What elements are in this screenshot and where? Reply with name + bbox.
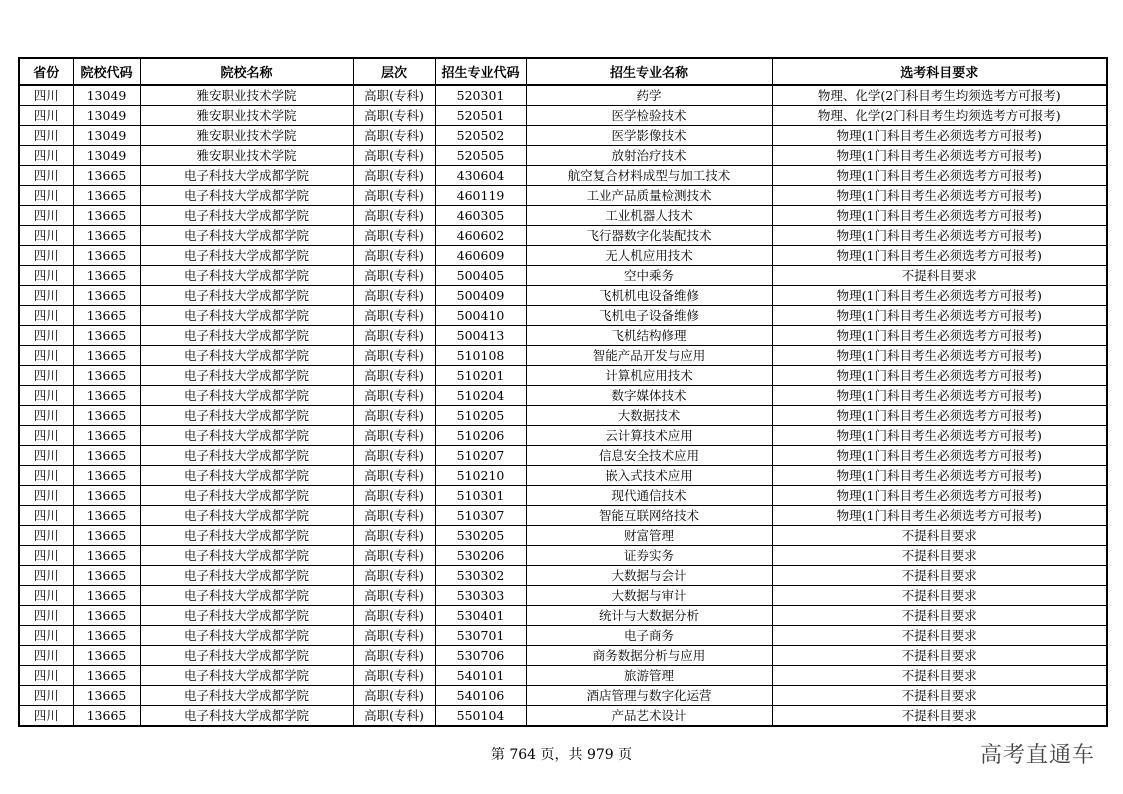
table-cell: 电子科技大学成都学院 — [140, 366, 353, 386]
table-cell: 四川 — [19, 486, 73, 506]
table-cell: 飞机结构修理 — [526, 326, 772, 346]
table-cell: 产品艺术设计 — [526, 706, 772, 727]
table-row — [19, 166, 1107, 186]
table-cell: 不提科目要求 — [772, 266, 1107, 286]
table-cell: 四川 — [19, 506, 73, 526]
table-cell: 电子科技大学成都学院 — [140, 446, 353, 466]
table-cell: 物理(1门科目考生必须选考方可报考) — [772, 306, 1107, 326]
table-cell: 不提科目要求 — [772, 626, 1107, 646]
table-row — [19, 126, 1107, 146]
table-cell: 530302 — [435, 566, 526, 586]
table-row — [19, 286, 1107, 306]
table-cell: 电子科技大学成都学院 — [140, 286, 353, 306]
table-cell: 四川 — [19, 146, 73, 166]
table-cell: 电子科技大学成都学院 — [140, 226, 353, 246]
table-cell: 高职(专科) — [353, 426, 435, 446]
table-cell: 高职(专科) — [353, 566, 435, 586]
table-row — [19, 306, 1107, 326]
table-cell: 四川 — [19, 546, 73, 566]
column-header: 招生专业代码 — [435, 58, 526, 85]
table-row — [19, 546, 1107, 566]
table-cell: 电子科技大学成都学院 — [140, 626, 353, 646]
table-row — [19, 526, 1107, 546]
table-cell: 无人机应用技术 — [526, 246, 772, 266]
table-cell: 13665 — [73, 326, 140, 346]
table-cell: 不提科目要求 — [772, 686, 1107, 706]
table-cell: 四川 — [19, 106, 73, 126]
table-cell: 雅安职业技术学院 — [140, 146, 353, 166]
table-cell: 工业机器人技术 — [526, 206, 772, 226]
table-cell: 电子商务 — [526, 626, 772, 646]
table-cell: 13665 — [73, 666, 140, 686]
table-row — [19, 626, 1107, 646]
column-header: 省份 — [19, 58, 73, 85]
table-cell: 物理(1门科目考生必须选考方可报考) — [772, 226, 1107, 246]
table-cell: 四川 — [19, 286, 73, 306]
table-row — [19, 506, 1107, 526]
table-row — [19, 606, 1107, 626]
table-cell: 雅安职业技术学院 — [140, 85, 353, 106]
table-cell: 四川 — [19, 586, 73, 606]
table-cell: 13665 — [73, 166, 140, 186]
table-cell: 高职(专科) — [353, 226, 435, 246]
table-cell: 530206 — [435, 546, 526, 566]
table-cell: 510201 — [435, 366, 526, 386]
table-cell: 高职(专科) — [353, 606, 435, 626]
table-cell: 智能互联网络技术 — [526, 506, 772, 526]
table-cell: 云计算技术应用 — [526, 426, 772, 446]
table-cell: 医学影像技术 — [526, 126, 772, 146]
table-cell: 13665 — [73, 446, 140, 466]
table-row — [19, 366, 1107, 386]
table-cell: 高职(专科) — [353, 486, 435, 506]
table-cell: 统计与大数据分析 — [526, 606, 772, 626]
table-cell: 高职(专科) — [353, 326, 435, 346]
watermark-logo: 高考直通车 — [979, 743, 1095, 768]
table-row — [19, 186, 1107, 206]
table-cell: 四川 — [19, 706, 73, 727]
table-cell: 物理(1门科目考生必须选考方可报考) — [772, 346, 1107, 366]
table-cell: 证券实务 — [526, 546, 772, 566]
table-cell: 智能产品开发与应用 — [526, 346, 772, 366]
table-row — [19, 326, 1107, 346]
table-row — [19, 446, 1107, 466]
table-cell: 物理(1门科目考生必须选考方可报考) — [772, 486, 1107, 506]
column-header: 层次 — [353, 58, 435, 85]
table-cell: 四川 — [19, 166, 73, 186]
table-cell: 物理(1门科目考生必须选考方可报考) — [772, 446, 1107, 466]
table-cell: 电子科技大学成都学院 — [140, 326, 353, 346]
table-cell: 550104 — [435, 706, 526, 727]
table-row — [19, 106, 1107, 126]
table-cell: 500409 — [435, 286, 526, 306]
table-cell: 430604 — [435, 166, 526, 186]
table-cell: 四川 — [19, 306, 73, 326]
table-cell: 物理、化学(2门科目考生均须选考方可报考) — [772, 85, 1107, 106]
table-cell: 大数据技术 — [526, 406, 772, 426]
table-cell: 四川 — [19, 426, 73, 446]
table-cell: 电子科技大学成都学院 — [140, 566, 353, 586]
column-header: 院校代码 — [73, 58, 140, 85]
table-row — [19, 246, 1107, 266]
table-cell: 电子科技大学成都学院 — [140, 346, 353, 366]
table-cell: 高职(专科) — [353, 266, 435, 286]
table-row — [19, 646, 1107, 666]
table-cell: 物理(1门科目考生必须选考方可报考) — [772, 406, 1107, 426]
table-cell: 四川 — [19, 346, 73, 366]
table-cell: 不提科目要求 — [772, 606, 1107, 626]
table-row — [19, 426, 1107, 446]
table-cell: 电子科技大学成都学院 — [140, 246, 353, 266]
table-cell: 飞机电子设备维修 — [526, 306, 772, 326]
table-row — [19, 666, 1107, 686]
table-cell: 四川 — [19, 85, 73, 106]
table-cell: 13049 — [73, 126, 140, 146]
table-cell: 四川 — [19, 186, 73, 206]
page-number: 第 764 页，共 979 页 — [490, 747, 633, 763]
table-cell: 现代通信技术 — [526, 486, 772, 506]
table-cell: 13665 — [73, 546, 140, 566]
table-cell: 数字媒体技术 — [526, 386, 772, 406]
table-cell: 高职(专科) — [353, 346, 435, 366]
table-cell: 四川 — [19, 446, 73, 466]
table-cell: 530701 — [435, 626, 526, 646]
table-cell: 13665 — [73, 206, 140, 226]
table-cell: 四川 — [19, 326, 73, 346]
table-cell: 13665 — [73, 246, 140, 266]
column-header: 院校名称 — [140, 58, 353, 85]
table-cell: 空中乘务 — [526, 266, 772, 286]
table-cell: 电子科技大学成都学院 — [140, 406, 353, 426]
table-cell: 高职(专科) — [353, 306, 435, 326]
table-cell: 13665 — [73, 286, 140, 306]
table-row — [19, 266, 1107, 286]
table-cell: 四川 — [19, 206, 73, 226]
table-cell: 13665 — [73, 586, 140, 606]
table-cell: 高职(专科) — [353, 206, 435, 226]
table-cell: 13049 — [73, 146, 140, 166]
table-cell: 520502 — [435, 126, 526, 146]
table-cell: 电子科技大学成都学院 — [140, 526, 353, 546]
table-cell: 物理(1门科目考生必须选考方可报考) — [772, 166, 1107, 186]
table-cell: 电子科技大学成都学院 — [140, 706, 353, 727]
table-cell: 四川 — [19, 366, 73, 386]
table-cell: 四川 — [19, 606, 73, 626]
table-cell: 530401 — [435, 606, 526, 626]
table-cell: 13665 — [73, 686, 140, 706]
table-row — [19, 346, 1107, 366]
table-cell: 物理(1门科目考生必须选考方可报考) — [772, 186, 1107, 206]
table-cell: 510204 — [435, 386, 526, 406]
table-cell: 510307 — [435, 506, 526, 526]
table-cell: 510205 — [435, 406, 526, 426]
table-row — [19, 146, 1107, 166]
column-header: 招生专业名称 — [526, 58, 772, 85]
table-cell: 飞机机电设备维修 — [526, 286, 772, 306]
table-cell: 物理(1门科目考生必须选考方可报考) — [772, 146, 1107, 166]
table-cell: 13665 — [73, 506, 140, 526]
table-cell: 460609 — [435, 246, 526, 266]
table-cell: 高职(专科) — [353, 186, 435, 206]
table-cell: 13665 — [73, 646, 140, 666]
table-cell: 酒店管理与数字化运营 — [526, 686, 772, 706]
table-cell: 高职(专科) — [353, 386, 435, 406]
table-cell: 四川 — [19, 626, 73, 646]
table-cell: 四川 — [19, 406, 73, 426]
table-cell: 财富管理 — [526, 526, 772, 546]
table-cell: 物理(1门科目考生必须选考方可报考) — [772, 366, 1107, 386]
table-cell: 510207 — [435, 446, 526, 466]
table-cell: 高职(专科) — [353, 446, 435, 466]
table-cell: 13665 — [73, 266, 140, 286]
table-body — [19, 85, 1107, 726]
table-cell: 四川 — [19, 526, 73, 546]
table-cell: 商务数据分析与应用 — [526, 646, 772, 666]
table-cell: 高职(专科) — [353, 666, 435, 686]
table-cell: 飞行器数字化装配技术 — [526, 226, 772, 246]
column-header: 选考科目要求 — [772, 58, 1107, 85]
table-cell: 四川 — [19, 246, 73, 266]
table-header-row — [19, 58, 1107, 85]
table-cell: 460602 — [435, 226, 526, 246]
table-cell: 物理(1门科目考生必须选考方可报考) — [772, 326, 1107, 346]
table-cell: 510210 — [435, 466, 526, 486]
table-cell: 放射治疗技术 — [526, 146, 772, 166]
table-cell: 高职(专科) — [353, 646, 435, 666]
table-cell: 四川 — [19, 686, 73, 706]
table-cell: 医学检验技术 — [526, 106, 772, 126]
table-cell: 电子科技大学成都学院 — [140, 426, 353, 446]
table-cell: 13665 — [73, 486, 140, 506]
table-cell: 信息安全技术应用 — [526, 446, 772, 466]
table-cell: 高职(专科) — [353, 106, 435, 126]
table-cell: 500405 — [435, 266, 526, 286]
table-cell: 嵌入式技术应用 — [526, 466, 772, 486]
table-row — [19, 226, 1107, 246]
table-cell: 电子科技大学成都学院 — [140, 306, 353, 326]
table-row — [19, 466, 1107, 486]
table-cell: 13665 — [73, 186, 140, 206]
table-row — [19, 586, 1107, 606]
table-row — [19, 486, 1107, 506]
table-cell: 13665 — [73, 406, 140, 426]
table-cell: 药学 — [526, 85, 772, 106]
table-cell: 高职(专科) — [353, 626, 435, 646]
table-cell: 13049 — [73, 85, 140, 106]
table-cell: 雅安职业技术学院 — [140, 126, 353, 146]
table-cell: 旅游管理 — [526, 666, 772, 686]
table-cell: 460119 — [435, 186, 526, 206]
table-cell: 物理、化学(2门科目考生均须选考方可报考) — [772, 106, 1107, 126]
table-cell: 高职(专科) — [353, 586, 435, 606]
table-cell: 13665 — [73, 606, 140, 626]
table-row — [19, 85, 1107, 106]
table-cell: 四川 — [19, 226, 73, 246]
table-cell: 520301 — [435, 85, 526, 106]
table-row — [19, 686, 1107, 706]
table-cell: 物理(1门科目考生必须选考方可报考) — [772, 426, 1107, 446]
table-cell: 物理(1门科目考生必须选考方可报考) — [772, 386, 1107, 406]
table-cell: 电子科技大学成都学院 — [140, 266, 353, 286]
table-cell: 电子科技大学成都学院 — [140, 486, 353, 506]
table-cell: 物理(1门科目考生必须选考方可报考) — [772, 286, 1107, 306]
table-cell: 13665 — [73, 566, 140, 586]
table-cell: 不提科目要求 — [772, 546, 1107, 566]
table-cell: 高职(专科) — [353, 546, 435, 566]
table-cell: 四川 — [19, 666, 73, 686]
table-cell: 物理(1门科目考生必须选考方可报考) — [772, 466, 1107, 486]
table-cell: 四川 — [19, 386, 73, 406]
table-row — [19, 406, 1107, 426]
table-cell: 530205 — [435, 526, 526, 546]
table-cell: 530303 — [435, 586, 526, 606]
table-cell: 电子科技大学成都学院 — [140, 186, 353, 206]
table-cell: 电子科技大学成都学院 — [140, 606, 353, 626]
table-cell: 13665 — [73, 426, 140, 446]
table-cell: 510206 — [435, 426, 526, 446]
table-cell: 不提科目要求 — [772, 706, 1107, 727]
table-cell: 高职(专科) — [353, 146, 435, 166]
table-cell: 高职(专科) — [353, 706, 435, 727]
table-cell: 高职(专科) — [353, 126, 435, 146]
table-cell: 电子科技大学成都学院 — [140, 646, 353, 666]
table-cell: 物理(1门科目考生必须选考方可报考) — [772, 206, 1107, 226]
table-cell: 540101 — [435, 666, 526, 686]
table-cell: 500413 — [435, 326, 526, 346]
table-cell: 13665 — [73, 626, 140, 646]
table-cell: 电子科技大学成都学院 — [140, 686, 353, 706]
table-cell: 高职(专科) — [353, 466, 435, 486]
table-cell: 四川 — [19, 466, 73, 486]
table-cell: 13665 — [73, 526, 140, 546]
table-cell: 电子科技大学成都学院 — [140, 506, 353, 526]
table-cell: 四川 — [19, 566, 73, 586]
table-cell: 高职(专科) — [353, 686, 435, 706]
table-cell: 电子科技大学成都学院 — [140, 666, 353, 686]
table-cell: 13049 — [73, 106, 140, 126]
table-cell: 高职(专科) — [353, 286, 435, 306]
table-cell: 工业产品质量检测技术 — [526, 186, 772, 206]
table-cell: 不提科目要求 — [772, 566, 1107, 586]
table-cell: 不提科目要求 — [772, 666, 1107, 686]
table-cell: 520505 — [435, 146, 526, 166]
table-cell: 电子科技大学成都学院 — [140, 546, 353, 566]
table-cell: 13665 — [73, 346, 140, 366]
table-cell: 13665 — [73, 706, 140, 727]
table-cell: 13665 — [73, 466, 140, 486]
table-cell: 电子科技大学成都学院 — [140, 466, 353, 486]
table-cell: 物理(1门科目考生必须选考方可报考) — [772, 246, 1107, 266]
table-cell: 高职(专科) — [353, 366, 435, 386]
table-cell: 540106 — [435, 686, 526, 706]
table-row — [19, 206, 1107, 226]
table-cell: 物理(1门科目考生必须选考方可报考) — [772, 126, 1107, 146]
table-cell: 物理(1门科目考生必须选考方可报考) — [772, 506, 1107, 526]
table-cell: 不提科目要求 — [772, 526, 1107, 546]
table-cell: 13665 — [73, 226, 140, 246]
table-cell: 13665 — [73, 366, 140, 386]
table-row — [19, 386, 1107, 406]
table-cell: 高职(专科) — [353, 526, 435, 546]
table-cell: 电子科技大学成都学院 — [140, 386, 353, 406]
table-cell: 13665 — [73, 306, 140, 326]
table-cell: 雅安职业技术学院 — [140, 106, 353, 126]
table-cell: 大数据与会计 — [526, 566, 772, 586]
table-cell: 四川 — [19, 646, 73, 666]
table-cell: 高职(专科) — [353, 506, 435, 526]
table-cell: 13665 — [73, 386, 140, 406]
table-cell: 大数据与审计 — [526, 586, 772, 606]
table-row — [19, 566, 1107, 586]
table-cell: 500410 — [435, 306, 526, 326]
table-cell: 四川 — [19, 126, 73, 146]
table-cell: 电子科技大学成都学院 — [140, 586, 353, 606]
table-cell: 不提科目要求 — [772, 586, 1107, 606]
table-cell: 航空复合材料成型与加工技术 — [526, 166, 772, 186]
table-cell: 电子科技大学成都学院 — [140, 206, 353, 226]
table-cell: 高职(专科) — [353, 166, 435, 186]
table-cell: 电子科技大学成都学院 — [140, 166, 353, 186]
table-cell: 四川 — [19, 266, 73, 286]
table-cell: 530706 — [435, 646, 526, 666]
admissions-table — [18, 57, 1108, 727]
table-cell: 不提科目要求 — [772, 646, 1107, 666]
table-cell: 高职(专科) — [353, 85, 435, 106]
table-row — [19, 706, 1107, 727]
table-cell: 高职(专科) — [353, 246, 435, 266]
table-cell: 高职(专科) — [353, 406, 435, 426]
table-cell: 510108 — [435, 346, 526, 366]
table-cell: 510301 — [435, 486, 526, 506]
table-cell: 460305 — [435, 206, 526, 226]
table-cell: 计算机应用技术 — [526, 366, 772, 386]
table-cell: 520501 — [435, 106, 526, 126]
